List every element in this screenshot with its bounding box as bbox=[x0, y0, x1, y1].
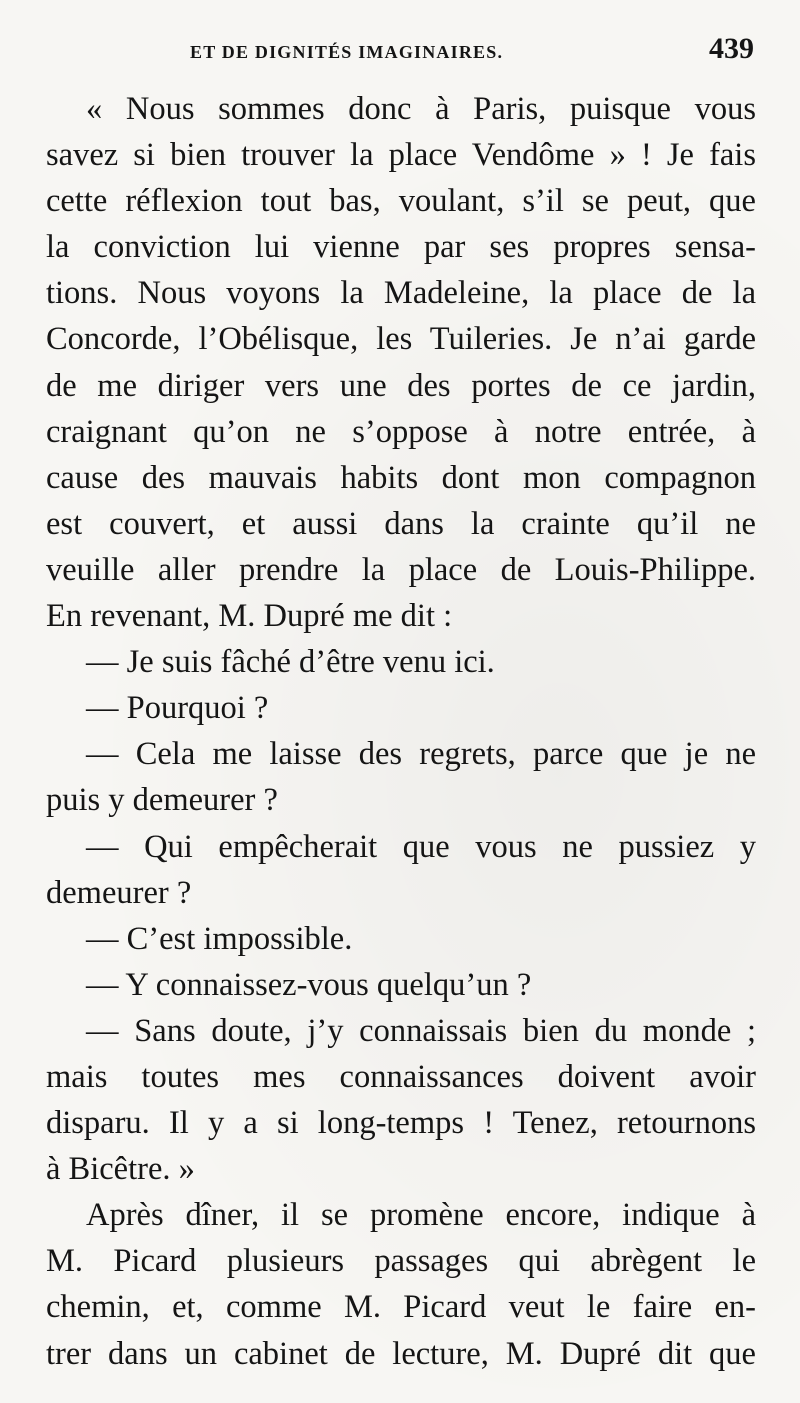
body-text bbox=[46, 86, 756, 1377]
text-line: Après dîner, il se promène encore, indique à bbox=[86, 1197, 756, 1234]
text-line: demeurer ? bbox=[46, 874, 192, 911]
text-line: — Pourquoi ? bbox=[86, 690, 269, 727]
text-line: tions. Nous voyons la Madeleine, la place de la bbox=[46, 275, 756, 312]
text-line: craignant qu’on ne s’oppose à notre entrée, à bbox=[46, 413, 756, 450]
text-line: M. Picard plusieurs passages qui abrègent le bbox=[46, 1243, 756, 1280]
text-line: mais toutes mes connaissances doivent avoir bbox=[46, 1058, 756, 1095]
text-line: — Cela me laisse des regrets, parce que je ne bbox=[86, 736, 756, 773]
text-line: à Bicêtre. » bbox=[46, 1151, 195, 1188]
text-line: Concorde, l’Obélisque, les Tuileries. Je n’ai garde bbox=[46, 321, 756, 358]
text-line: savez si bien trouver la place Vendôme » ! Je fais bbox=[46, 137, 756, 174]
text-line: — Sans doute, j’y connaissais bien du monde ; bbox=[86, 1012, 756, 1049]
text-line: « Nous sommes donc à Paris, puisque vous bbox=[86, 91, 756, 127]
text-line: chemin, et, comme M. Picard veut le faire en- bbox=[46, 1289, 756, 1326]
text-line: est couvert, et aussi dans la crainte qu’il ne bbox=[46, 505, 756, 542]
running-title: ET DE DIGNITÉS IMAGINAIRES. bbox=[190, 42, 504, 62]
text-line: cause des mauvais habits dont mon compagnon bbox=[46, 459, 756, 496]
text-line: — Je suis fâché d’être venu ici. bbox=[86, 644, 495, 681]
text-line: cette réflexion tout bas, voulant, s’il se peut, que bbox=[46, 183, 756, 220]
text-line: de me diriger vers une des portes de ce jardin, bbox=[46, 367, 756, 404]
page-number: 439 bbox=[709, 32, 754, 65]
text-line: trer dans un cabinet de lecture, M. Dupré dit que bbox=[46, 1335, 756, 1372]
text-line: — Y connaissez-vous quelqu’un ? bbox=[86, 966, 532, 1003]
text-line: — C’est impossible. bbox=[86, 920, 353, 957]
text-line: puis y demeurer ? bbox=[46, 782, 278, 819]
text-line: la conviction lui vienne par ses propres sensa- bbox=[46, 229, 756, 266]
text-line: veuille aller prendre la place de Louis-Philippe. bbox=[46, 551, 756, 588]
text-line: En revenant, M. Dupré me dit : bbox=[46, 598, 453, 635]
text-line: — Qui empêcherait que vous ne pussiez y bbox=[86, 828, 756, 865]
running-head bbox=[0, 32, 800, 72]
text-line: disparu. Il y a si long-temps ! Tenez, retournons bbox=[46, 1105, 756, 1142]
